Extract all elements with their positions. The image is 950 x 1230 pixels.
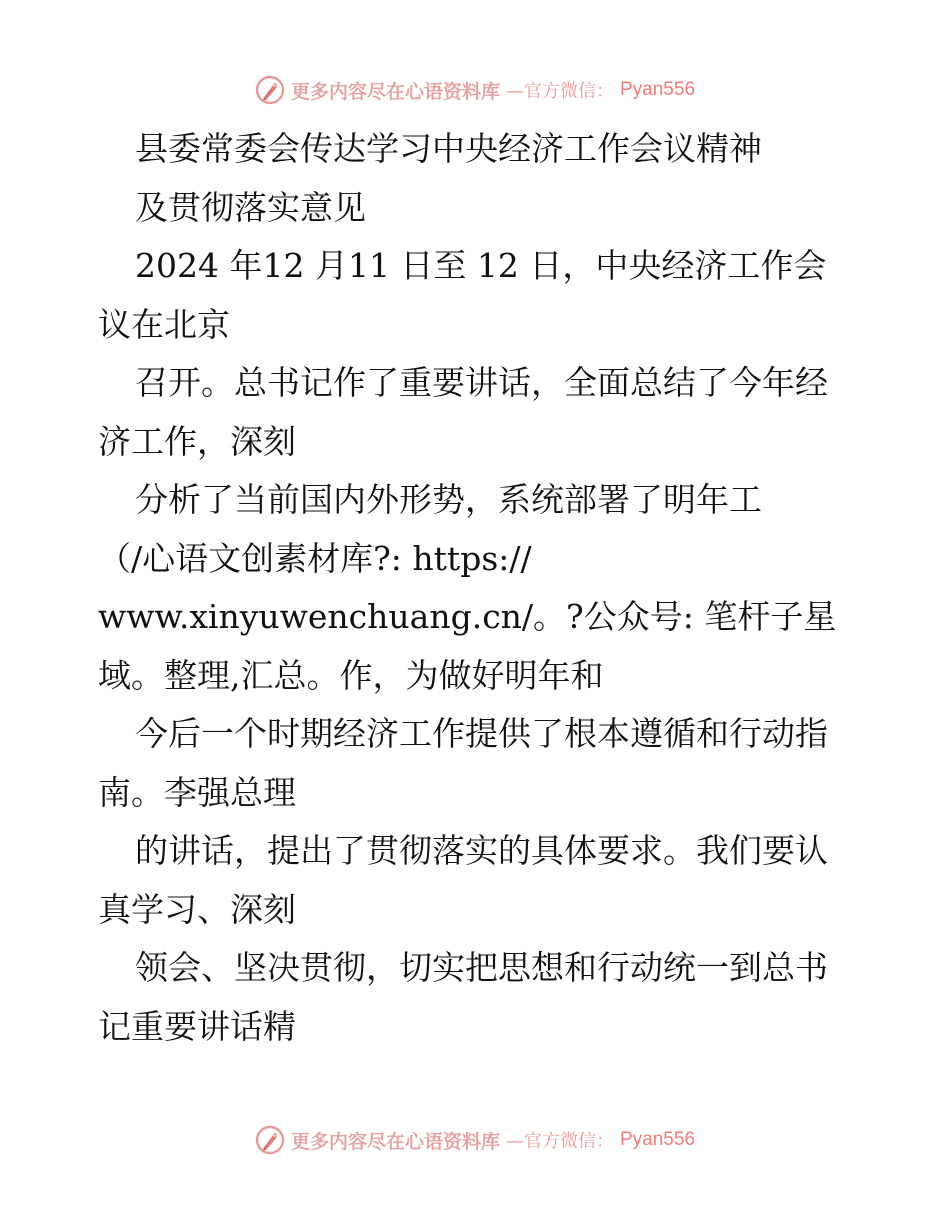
document-line: 南。李强总理 (98, 772, 296, 812)
document-line: 分析了当前国内外形势，系统部署了明年工 (135, 480, 762, 519)
document-line: 议在北京 (98, 304, 230, 344)
document-body (98, 120, 858, 1056)
footer-watermark (0, 1122, 950, 1158)
document-line: 今后一个时期经济工作提供了根本遵循和行动指 (135, 714, 828, 753)
pen-logo-icon (255, 1125, 285, 1155)
document-line: 记重要讲话精 (98, 1006, 296, 1046)
document-line: 域。整理,汇总。作，为做好明年和 (98, 655, 604, 695)
header-watermark (0, 72, 950, 108)
document-line: 济工作，深刻 (98, 421, 296, 461)
document-line: 领会、坚决贯彻，切实把思想和行动统一到总书 (135, 948, 828, 987)
document-line: 的讲话，提出了贯彻落实的具体要求。我们要认 (135, 831, 828, 870)
document-line: 召开。总书记作了重要讲话，全面总结了今年经 (135, 363, 828, 402)
document-line: 及贯彻落实意见 (135, 187, 366, 227)
watermark-site-text: 更多内容尽在心语资料库 (290, 1130, 500, 1153)
watermark-site-text: 更多内容尽在心语资料库 (290, 80, 500, 103)
watermark-contact-id: Pyan556 (620, 79, 696, 100)
document-line: 真学习、深刻 (98, 889, 296, 929)
watermark-contact-text: —官方微信： (506, 81, 614, 102)
watermark-contact-text: —官方微信： (506, 1131, 614, 1152)
document-line: 2024 年12 月11 日至 12 日，中央经济工作会 (135, 246, 827, 285)
document-line: www.xinyuwenchuang.cn/。?公众号: 笔杆子星 (98, 597, 837, 636)
document-line: 县委常委会传达学习中央经济工作会议精神 (135, 129, 762, 168)
pen-logo-icon (255, 75, 285, 105)
watermark-contact-id: Pyan556 (620, 1129, 696, 1150)
document-line: （/心语文创素材库?: https:// (98, 538, 532, 578)
